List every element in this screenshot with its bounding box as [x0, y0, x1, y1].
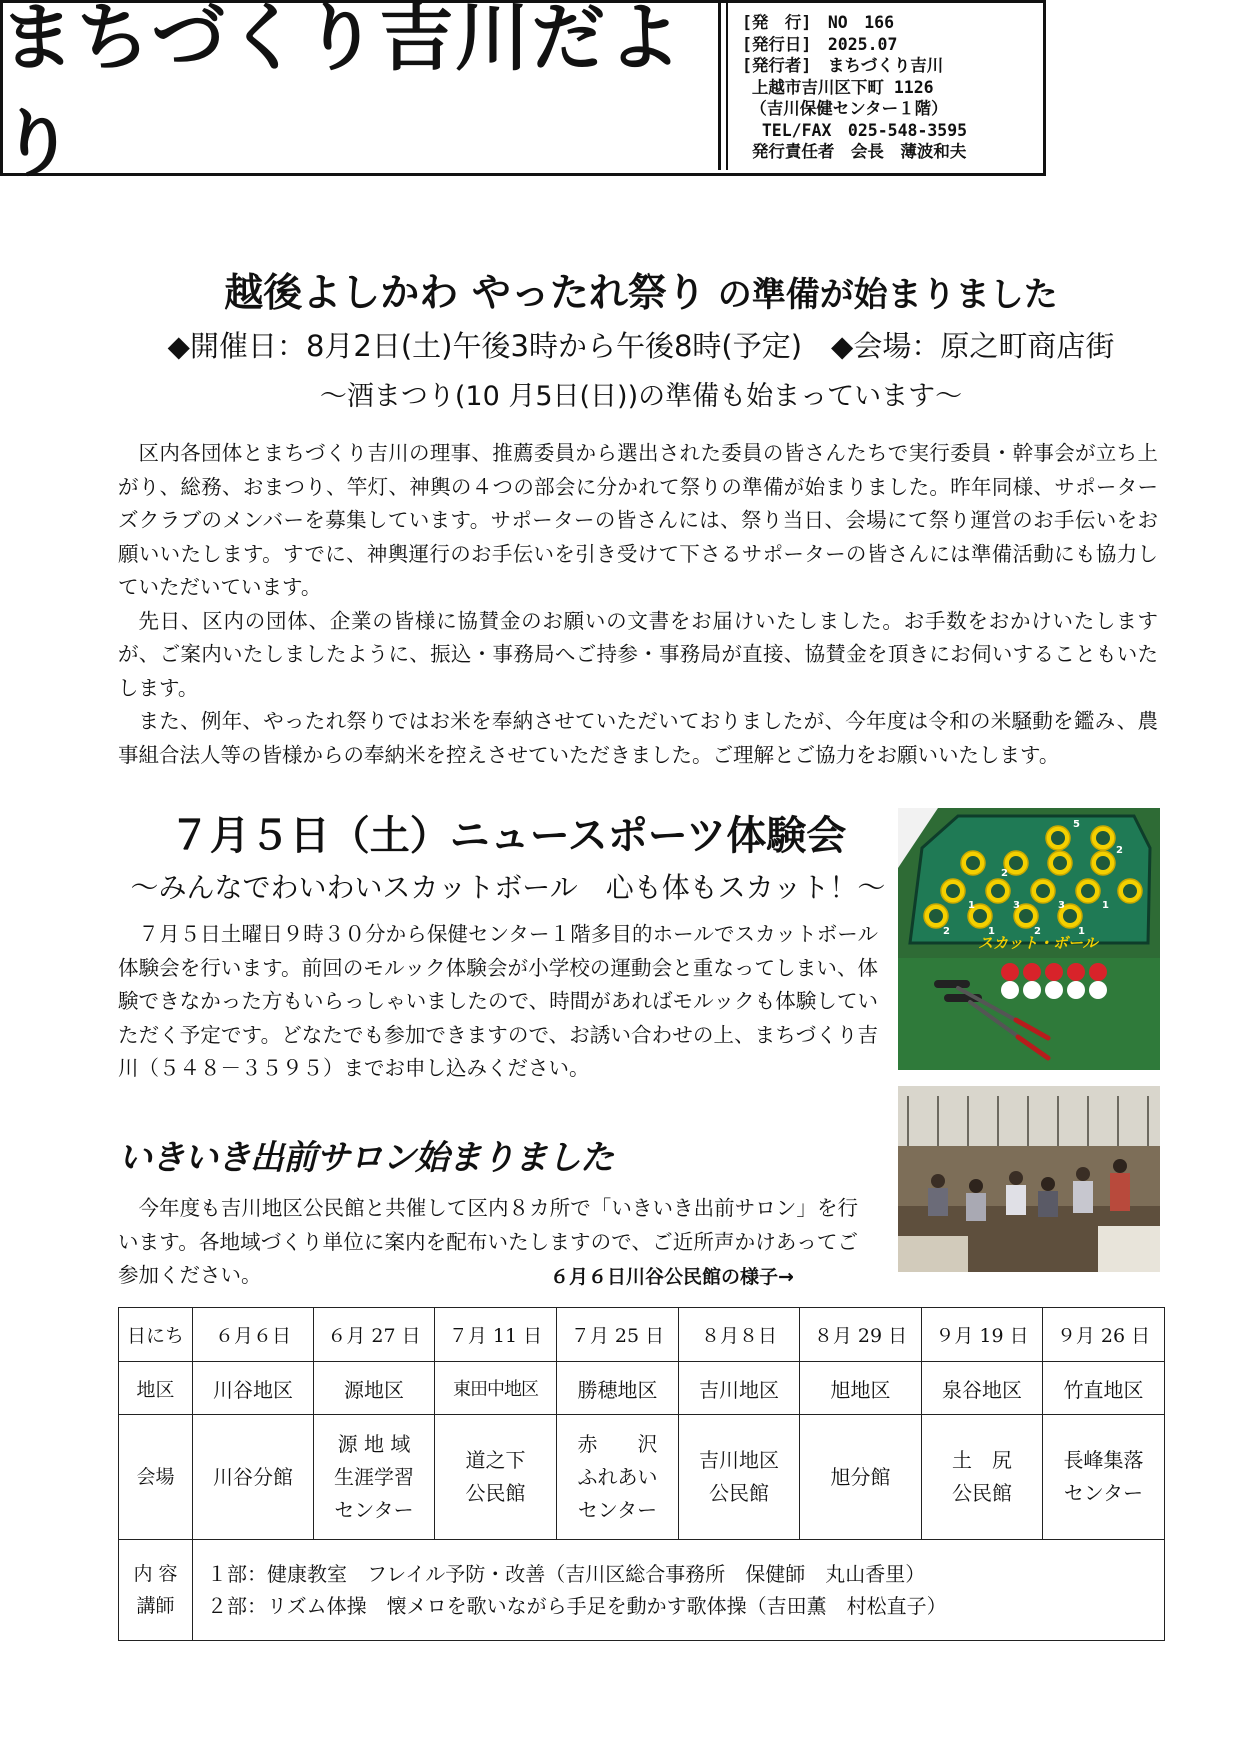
date-cell: ８月 29 日: [800, 1308, 922, 1362]
venue-cell: [557, 1415, 679, 1540]
salon-paragraph: 今年度も吉川地区公民館と共催して区内８カ所で「いきいき出前サロン」を行います。各地域づくり単位に案内を配布いたしますので、ご近所声かけあってご参加ください。: [118, 1196, 858, 1287]
publisher-address: 上越市吉川区下町 1126: [742, 77, 934, 97]
venue-cell: [435, 1415, 557, 1540]
venue-line: 生涯学習: [334, 1464, 414, 1489]
date-cell: ６月 27 日: [314, 1308, 435, 1362]
scatball-board-label: スカット・ボール: [978, 934, 1098, 952]
venue-cell: [193, 1415, 314, 1540]
hole-number: 5: [1073, 819, 1080, 830]
festival-heading: [118, 262, 1164, 318]
sports-paragraph: ７月５日土曜日９時３０分から保健センター１階多目的ホールでスカットボール体験会を行います。前回のモルック体験会が小学校の運動会と重なってしまい、体験できなかった方もいらっしゃいましたので、時間があればモルックも体験していただく予定です。どなたでも参加できますので、お誘い合わせの上、まちづくり吉川（５４８－３５９５）までお申し込みください。: [118, 922, 878, 1080]
hole-number: 1: [968, 900, 975, 911]
area-cell: 泉谷地区: [922, 1362, 1043, 1415]
table-row-content: [119, 1540, 1165, 1641]
venue-cell: [1043, 1415, 1165, 1540]
hole-number: 3: [1058, 900, 1065, 911]
salon-heading: いきいき出前サロン始まりました: [118, 1138, 613, 1178]
issue-number: [発 行] NO 166: [742, 13, 895, 32]
date-cell: ６月６日: [193, 1308, 314, 1362]
publication-info: [742, 12, 1042, 163]
venue-cell: [679, 1415, 800, 1540]
venue-line: センター: [1063, 1481, 1144, 1505]
responsible-person: 発行責任者 会長 薄波和夫: [742, 142, 967, 161]
masthead-divider-inner: [726, 0, 728, 170]
issue-date: [発行日] 2025.07: [742, 34, 898, 54]
venue-line: 公民館: [709, 1481, 769, 1505]
festival-date-line: ◆開催日：8月2日(土)午後3時から午後8時(予定) ◆会場：原之町商店街: [167, 329, 1115, 363]
venue-cell: [800, 1415, 922, 1540]
hole-number: 2: [1034, 926, 1041, 937]
sake-festival-note: ～酒まつり(10 月5日(日))の準備も始まっています～: [319, 381, 963, 412]
area-cell: 旭地区: [800, 1362, 922, 1415]
sports-event-body: [118, 918, 878, 1086]
sports-event-subtitle: ～みんなでわいわいスカットボール 心も体もスカット！～: [130, 871, 886, 904]
hole-number: 2: [1116, 845, 1123, 856]
venue-line: センター: [334, 1497, 414, 1522]
venue-line: 赤 沢: [577, 1431, 658, 1456]
venue-line: 道之下: [465, 1448, 526, 1472]
area-cell: 東田中地区: [435, 1362, 557, 1415]
table-row-areas: [119, 1362, 1165, 1415]
publisher-phone: TEL/FAX 025-548-3595: [742, 120, 968, 140]
area-cell: 吉川地区: [679, 1362, 800, 1415]
date-cell: ９月 26 日: [1043, 1308, 1165, 1362]
header-content-line: 内 容: [133, 1563, 178, 1585]
header-date: 日にち: [119, 1308, 193, 1362]
date-cell: ７月 11 日: [435, 1308, 557, 1362]
hole-number: 3: [1013, 900, 1020, 911]
masthead: [0, 0, 1046, 187]
header-area: 地区: [119, 1362, 193, 1415]
table-row-venues: [119, 1415, 1165, 1540]
scatball-photo: [898, 808, 1160, 1070]
venue-line: 旭分館: [830, 1464, 891, 1489]
festival-title-suffix: の準備が始まりました: [705, 275, 1058, 315]
venue-line: 長峰集落: [1063, 1448, 1144, 1472]
hole-number: 1: [988, 926, 995, 937]
program-part-1: １部：健康教室 フレイル予防・改善（吉川区総合事務所 保健師 丸山香里）: [207, 1562, 926, 1586]
salon-photo: [898, 1086, 1160, 1272]
date-cell: ８月８日: [679, 1308, 800, 1362]
table-row-dates: [119, 1308, 1165, 1362]
venue-line: 川谷分館: [213, 1464, 293, 1489]
content-cell: [193, 1540, 1165, 1641]
program-part-2: ２部：リズム体操 懐メロを歌いながら手足を動かす歌体操（吉田薫 村松直子）: [207, 1594, 947, 1618]
festival-body: [118, 437, 1158, 772]
hole-number: 2: [1001, 868, 1008, 879]
header-venue: 会場: [119, 1415, 193, 1540]
photo-caption: ６月６日川谷公民館の様子→: [550, 1266, 794, 1288]
venue-line: ふれあい: [577, 1464, 658, 1489]
hole-number: 2: [943, 926, 950, 937]
header-content-line: 講師: [136, 1595, 175, 1617]
festival-paragraph: 先日、区内の団体、企業の皆様に協賛金のお願いの文書をお届けいたしました。お手数をおかけいたしますが、ご案内いたしましたように、振込・事務局へご持参・事務局が直接、協賛金を頂きにお伺いすることもいたします。: [118, 608, 1158, 700]
date-cell: ７月 25 日: [557, 1308, 679, 1362]
festival-title-main: 越後よしかわ やったれ祭り: [224, 271, 706, 316]
publisher-location: （吉川保健センター１階）: [742, 99, 948, 118]
publisher: [発行者] まちづくり吉川: [742, 56, 944, 75]
venue-line: センター: [577, 1497, 658, 1522]
date-cell: ９月 19 日: [922, 1308, 1043, 1362]
area-cell: 勝穂地区: [557, 1362, 679, 1415]
venue-line: 公民館: [952, 1481, 1012, 1505]
sports-event-heading: ７月５日（土）ニュースポーツ体験会: [169, 813, 847, 859]
venue-cell: [922, 1415, 1043, 1540]
newsletter-title: まちづくり吉川だより: [0, 0, 684, 187]
venue-line: 土 尻: [952, 1448, 1012, 1472]
venue-line: 公民館: [465, 1481, 526, 1505]
venue-line: 吉川地区: [699, 1448, 779, 1472]
festival-paragraph: また、例年、やったれ祭りではお米を奉納させていただいておりましたが、今年度は令和の米騒動を鑑み、農事組合法人等の皆様からの奉納米を控えさせていただきました。ご理解とご協力をお願いいたします。: [118, 709, 1158, 767]
header-content: [119, 1540, 193, 1641]
masthead-divider: [718, 0, 721, 170]
hole-number: 1: [1078, 926, 1085, 937]
venue-cell: [314, 1415, 435, 1540]
hole-number: 1: [1102, 900, 1109, 911]
salon-schedule-table: [118, 1307, 1165, 1641]
venue-line: 源 地 域: [337, 1431, 411, 1456]
area-cell: 竹直地区: [1043, 1362, 1165, 1415]
festival-paragraph: 区内各団体とまちづくり吉川の理事、推薦委員から選出された委員の皆さんたちで実行委員・幹事会が立ち上がり、総務、おまつり、竿灯、神輿の４つの部会に分かれて祭りの準備が始まりました。昨年同様、サポーターズクラブのメンバーを募集しています。サポーターの皆さんには、祭り当日、会場にて祭り運営のお手伝いをお願いいたします。すでに、神輿運行のお手伝いを引き受けて下さるサポーターの皆さんには準備活動にも協力していただいています。: [118, 441, 1158, 599]
area-cell: 源地区: [314, 1362, 435, 1415]
area-cell: 川谷地区: [193, 1362, 314, 1415]
